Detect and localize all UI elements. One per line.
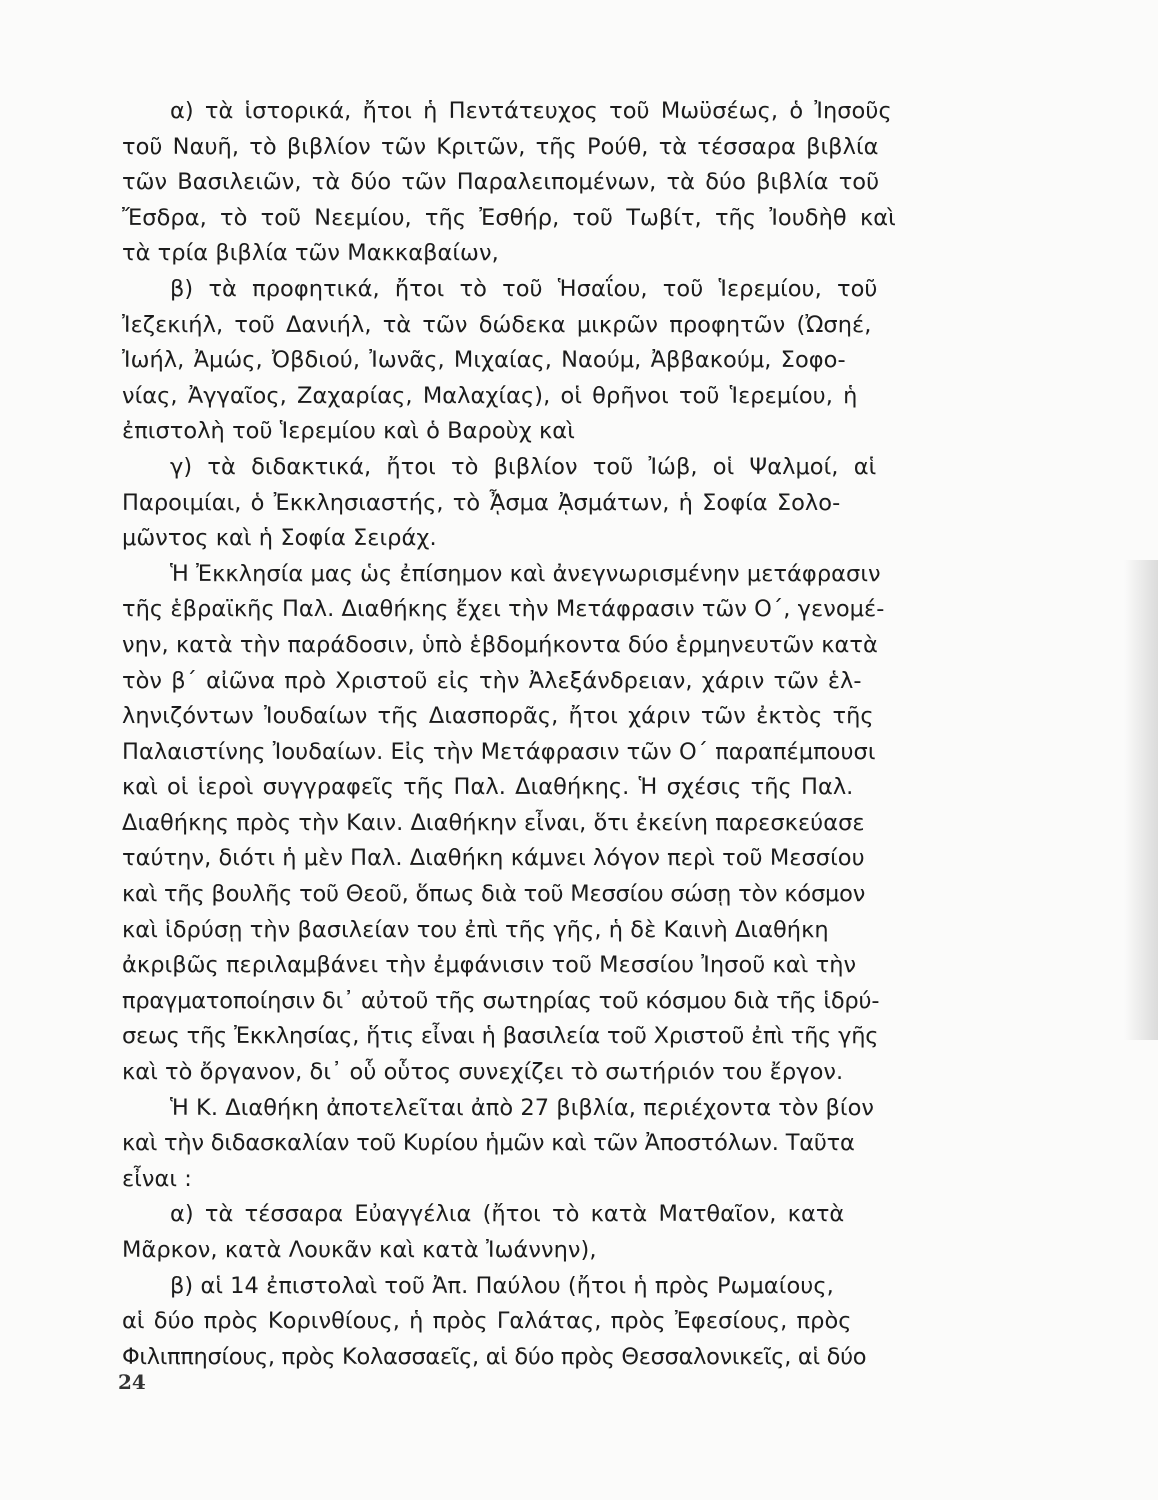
page-number: 24 [118, 1370, 146, 1394]
body-text [122, 94, 994, 1375]
text-line: α) τὰ τέσσαρα Εὐαγγέλια (ἤτοι τὸ κατὰ Ματθαῖον, κατὰ [170, 1201, 845, 1228]
text-line: ταύτην, διότι ἡ μὲν Παλ. Διαθήκη κάμνει λόγον περὶ τοῦ Μεσσίου [122, 845, 865, 872]
text-line: πραγματοποίησιν δι᾽ αὐτοῦ τῆς σωτηρίας τοῦ κόσμου διὰ τῆς ἱδρύ- [122, 987, 880, 1014]
scan-edge-shadow [1124, 560, 1158, 1040]
text-line: ἐπιστολὴ τοῦ Ἱερεμίου καὶ ὁ Βαροὺχ καὶ [122, 418, 575, 445]
text-line: Παλαιστίνης Ἰουδαίων. Εἰς τὴν Μετάφρασιν τῶν Ο΄ παραπέμπουσι [122, 738, 876, 765]
text-line: τὸν β΄ αἰῶνα πρὸ Χριστοῦ εἰς τὴν Ἀλεξάνδρειαν, χάριν τῶν ἑλ- [122, 667, 862, 694]
text-line: καὶ τὴν διδασκαλίαν τοῦ Κυρίου ἡμῶν καὶ τῶν Ἀποστόλων. Ταῦτα [122, 1130, 855, 1157]
text-line: τῆς ἑβραϊκῆς Παλ. Διαθήκης ἔχει τὴν Μετάφρασιν τῶν Ο΄, γενομέ- [122, 596, 885, 623]
text-line: τῶν Βασιλειῶν, τὰ δύο τῶν Παραλειπομένων, τὰ δύο βιβλία τοῦ [122, 169, 880, 196]
text-line: ἀκριβῶς περιλαμβάνει τὴν ἐμφάνισιν τοῦ Μεσσίου Ἰησοῦ καὶ τὴν [122, 952, 857, 979]
text-line: γ) τὰ διδακτικά, ἤτοι τὸ βιβλίον τοῦ Ἰώβ, οἱ Ψαλμοί, αἱ [170, 453, 877, 480]
text-line: σεως τῆς Ἐκκλησίας, ἥτις εἶναι ἡ βασιλεία τοῦ Χριστοῦ ἐπὶ τῆς γῆς [122, 1023, 879, 1050]
text-line: Μᾶρκον, κατὰ Λουκᾶν καὶ κατὰ Ἰωάννην), [122, 1237, 597, 1263]
text-line: Ἔσδρα, τὸ τοῦ Νεεμίου, τῆς Ἐσθήρ, τοῦ Τωβίτ, τῆς Ἰουδὴθ καὶ [122, 204, 896, 231]
text-line: Ἡ Ἐκκλησία μας ὡς ἐπίσημον καὶ ἀνεγνωρισμένην μετάφρασιν [170, 560, 881, 587]
text-line: Ἡ Κ. Διαθήκη ἀποτελεῖται ἀπὸ 27 βιβλία, περιέχοντα τὸν βίον [170, 1094, 875, 1121]
text-line: α) τὰ ἱστορικά, ἤτοι ἡ Πεντάτευχος τοῦ Μωϋσέως, ὁ Ἰησοῦς [170, 98, 892, 124]
text-line: τοῦ Ναυῆ, τὸ βιβλίον τῶν Κριτῶν, τῆς Ρούθ, τὰ τέσσαρα βιβλία [122, 133, 879, 160]
text-line: μῶντος καὶ ἡ Σοφία Σειράχ. [122, 525, 437, 552]
text-line: τὰ τρία βιβλία τῶν Μακκαβαίων, [122, 240, 499, 267]
text-line: Ἰεζεκιήλ, τοῦ Δανιήλ, τὰ τῶν δώδεκα μικρῶν προφητῶν (Ὠσηέ, [122, 311, 872, 338]
text-line: ληνιζόντων Ἰουδαίων τῆς Διασπορᾶς, ἤτοι χάριν τῶν ἐκτὸς τῆς [122, 703, 874, 730]
text-line: νίας, Ἀγγαῖος, Ζαχαρίας, Μαλαχίας), οἱ θρῆνοι τοῦ Ἱερεμίου, ἡ [122, 382, 858, 409]
text-line: β) τὰ προφητικά, ἤτοι τὸ τοῦ Ἡσαΐου, τοῦ Ἱερεμίου, τοῦ [170, 275, 878, 302]
text-line: Ἰωήλ, Ἀμώς, Ὀβδιού, Ἰωνᾶς, Μιχαίας, Ναούμ, Ἀββακούμ, Σοφο- [122, 347, 846, 374]
text-line: αἱ δύο πρὸς Κορινθίους, ἡ πρὸς Γαλάτας, πρὸς Ἐφεσίους, πρὸς [122, 1308, 852, 1335]
text-line: εἶναι : [122, 1165, 192, 1192]
text-line: καὶ τῆς βουλῆς τοῦ Θεοῦ, ὅπως διὰ τοῦ Μεσσίου σώσῃ τὸν κόσμον [122, 881, 866, 908]
text-line: καὶ ἱδρύσῃ τὴν βασιλείαν του ἐπὶ τῆς γῆς, ἡ δὲ Καινὴ Διαθήκη [122, 916, 829, 943]
text-line: Φιλιππησίους, πρὸς Κολασσαεῖς, αἱ δύο πρὸς Θεσσαλονικεῖς, αἱ δύο [122, 1343, 867, 1370]
text-line: καὶ οἱ ἱεροὶ συγγραφεῖς τῆς Παλ. Διαθήκης. Ἡ σχέσις τῆς Παλ. [122, 774, 854, 801]
text-line: καὶ τὸ ὄργανον, δι᾽ οὗ οὗτος συνεχίζει τὸ σωτήριόν του ἔργον. [122, 1059, 844, 1086]
text-line: Παροιμίαι, ὁ Ἐκκλησιαστής, τὸ ᾎσμα ᾈσμάτων, ἡ Σοφία Σολο- [122, 489, 841, 516]
text-line: Διαθήκης πρὸς τὴν Καιν. Διαθήκην εἶναι, ὅτι ἐκείνη παρεσκεύασε [122, 809, 865, 836]
text-line: νην, κατὰ τὴν παράδοσιν, ὑπὸ ἑβδομήκοντα δύο ἑρμηνευτῶν κατὰ [122, 631, 878, 658]
text-line: β) αἱ 14 ἐπιστολαὶ τοῦ Ἀπ. Παύλου (ἤτοι ἡ πρὸς Ρωμαίους, [170, 1272, 834, 1299]
